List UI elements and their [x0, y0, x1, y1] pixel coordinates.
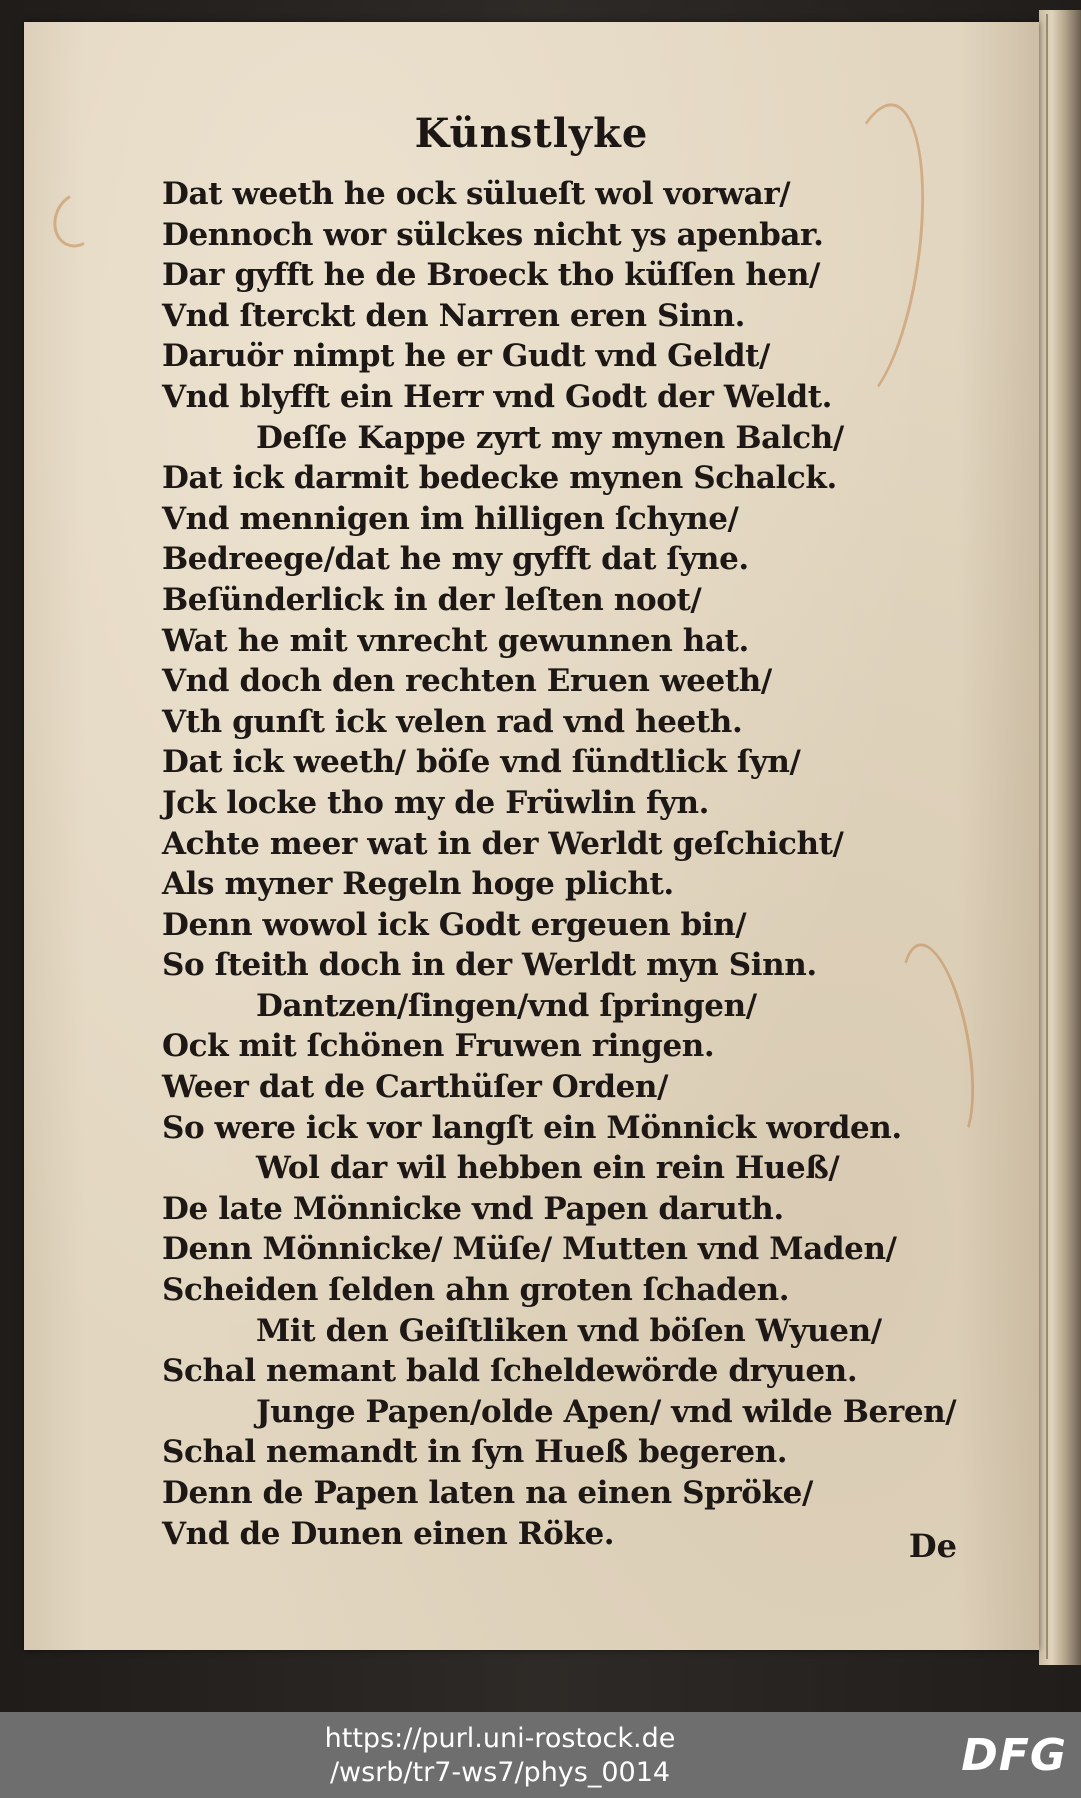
- verse-line: Beſünderlick in der leſten noot/: [162, 581, 702, 618]
- verse-line: Mit den Geiſtliken vnd böſen Wyuen/: [256, 1312, 882, 1349]
- verse-line: Vnd de Dunen einen Röke.: [162, 1515, 615, 1552]
- verse-line: Vnd mennigen im hilligen ſchyne/: [162, 500, 739, 537]
- verse-line: Deſſe Kappe zyrt my mynen Balch/: [256, 419, 844, 456]
- verse-line: Dat ick darmit bedecke mynen Schalck.: [162, 460, 837, 497]
- verse-line: Jck locke tho my de Früwlin fyn.: [162, 784, 710, 821]
- verse-line: Dennoch wor sülckes nicht ys apenbar.: [162, 216, 824, 253]
- verse-line: Vnd blyfft ein Herr vnd Godt der Weldt.: [162, 378, 833, 415]
- verse-line: Denn Mönnicke/ Müſe/ Mutten vnd Maden/: [162, 1231, 897, 1268]
- verse-line: Dat ick weeth/ böſe vnd ſündtlick ſyn/: [162, 744, 801, 781]
- verse-line: Vnd ſterckt den Narren eren Sinn.: [162, 297, 746, 334]
- book-page: [24, 22, 1039, 1650]
- verse-line: Dat weeth he ock sülueſt wol vorwar/: [162, 176, 791, 212]
- verse-line: Daruör nimpt he er Gudt vnd Geldt/: [162, 338, 770, 375]
- verse-line: Vth gunſt ick velen rad vnd heeth.: [162, 703, 743, 740]
- dfg-logo: DFG: [961, 1730, 1067, 1781]
- ink-stain-mark: [46, 186, 108, 254]
- verse-line: Junge Papen/olde Apen/ vnd wilde Beren/: [256, 1393, 957, 1430]
- page-fold-line: [1046, 14, 1048, 1659]
- verse-line: Denn de Papen laten na einen Spröke/: [162, 1475, 813, 1511]
- verse-line: Dar gyfft he de Broeck tho küſſen hen/: [162, 257, 820, 294]
- verse-line: Bedreege/dat he my gyfft dat ſyne.: [162, 541, 749, 578]
- verse-list: [162, 174, 956, 1554]
- running-head: Künstlyke: [414, 110, 649, 157]
- verse-line: So were ick vor langſt ein Mönnick worden.: [162, 1109, 902, 1146]
- source-url[interactable]: [0, 1722, 1000, 1790]
- verse-line: Ock mit ſchönen Fruwen ringen.: [162, 1028, 715, 1065]
- source-url-line-2[interactable]: /wsrb/tr7-ws7/phys_0014: [329, 1757, 671, 1788]
- verse-line: Wat he mit vnrecht gewunnen hat.: [162, 622, 749, 659]
- verse-line: So ſteith doch in der Werldt myn Sinn.: [162, 947, 817, 984]
- verse-line: Dantzen/ſingen/vnd ſpringen/: [256, 987, 757, 1024]
- verse-line: Wol dar wil hebben ein rein Hueß/: [256, 1150, 840, 1187]
- catchword: De: [908, 1527, 957, 1565]
- footer-bar: [0, 1712, 1081, 1798]
- verse-line: Schal nemandt in ſyn Hueß begeren.: [162, 1434, 788, 1471]
- verse-line: Vnd doch den rechten Eruen weeth/: [162, 663, 772, 700]
- verse-line: Scheiden ſelden ahn groten ſchaden.: [162, 1272, 790, 1309]
- source-url-line-1[interactable]: https://purl.uni-rostock.de: [324, 1723, 676, 1754]
- verse-line: Weer dat de Carthüſer Orden/: [162, 1069, 668, 1106]
- verse-line: Denn wowol ick Godt ergeuen bin/: [162, 906, 747, 943]
- verse-line: Schal nemant bald ſcheldewörde dryuen.: [162, 1353, 858, 1390]
- verse-line: Achte meer wat in der Werldt geſchicht/: [162, 825, 844, 862]
- verse-line: De late Mönnicke vnd Papen daruth.: [162, 1190, 784, 1227]
- verse-line: Als myner Regeln hoge plicht.: [162, 866, 674, 903]
